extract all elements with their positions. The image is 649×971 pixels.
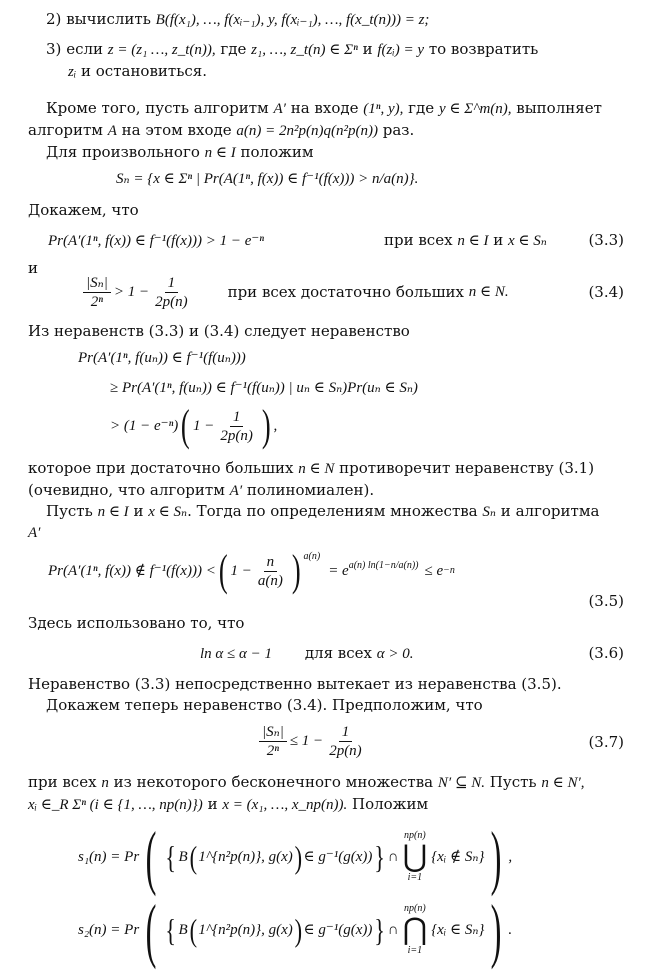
paragraph-line [28, 481, 374, 500]
lower-limit: i=1 [407, 872, 423, 883]
equation-s1 [78, 817, 513, 897]
paragraph-line [28, 459, 594, 478]
text: . Тогда по определениям множества [187, 502, 478, 520]
formula: n ∈ N′, [541, 775, 585, 791]
denominator: a(n) [257, 572, 283, 589]
paragraph-line [46, 502, 599, 521]
text: то возвратить [428, 40, 539, 58]
list-item-2 [46, 10, 429, 29]
formula: z₁, …, z_t(n) ∈ Σⁿ [251, 42, 358, 58]
paragraph-line [28, 121, 414, 140]
right-paren: ) [491, 890, 502, 970]
right-paren: ) [294, 839, 302, 875]
text: выполняет [516, 99, 602, 117]
paragraph-line [28, 773, 585, 792]
formula: n ∈ N. [468, 284, 509, 300]
text: алгоритм [28, 121, 103, 139]
formula: ∈ g⁻¹(g(x)) [303, 849, 373, 865]
left-paren: ( [189, 912, 197, 948]
right-brace: } [374, 912, 386, 948]
text: на входе [290, 99, 359, 117]
exponent: a(n) [303, 551, 321, 562]
intersection-icon: ⋂ [402, 913, 428, 946]
text: Кроме того, пусть алгоритм [46, 99, 269, 117]
formula: z = (z₁ …, z_t(n)), [107, 42, 216, 58]
text: положим [240, 143, 314, 161]
text: и [133, 502, 144, 520]
intersection-symbol: ∩ [387, 849, 399, 865]
paragraph-line [46, 143, 314, 162]
text: и алгоритма [500, 502, 600, 520]
text: из некоторого бесконечного множества [113, 773, 434, 791]
text: Для произвольного [46, 143, 200, 161]
condition [384, 231, 547, 250]
equation-3-4 [80, 268, 624, 316]
formula: B [178, 922, 188, 938]
paragraph-line: A′ [28, 525, 41, 541]
left-paren: ( [189, 839, 197, 875]
text: при всех достаточно больших [227, 283, 465, 301]
denominator: 2p(n) [155, 293, 188, 310]
formula: ≤ e [424, 563, 444, 579]
punctuation: , [508, 849, 513, 865]
formula: Pr(A′(1ⁿ, f(x)) ∈ f⁻¹(f(x))) > 1 − e⁻ⁿ [48, 233, 264, 249]
formula: n [101, 775, 109, 791]
formula: ln α ≤ α − 1 [200, 646, 273, 662]
formula: (1ⁿ, y), [363, 101, 404, 117]
list-marker: 3) [46, 40, 62, 58]
list-item-3 [46, 40, 538, 59]
text: Положим [352, 795, 429, 813]
formula: 1 − [230, 563, 252, 579]
equation-sn-definition: Sₙ = {x ∈ Σⁿ | Pr(A(1ⁿ, f(x)) ∈ f⁻¹(f(x))) > n/a(n)}. [116, 171, 419, 187]
text: где [220, 40, 247, 58]
formula: α > 0. [376, 646, 414, 662]
numerator: 1 [230, 408, 244, 427]
upper-limit: np(n) [404, 830, 426, 841]
left-paren: ( [218, 546, 228, 595]
text: при всех [384, 231, 453, 249]
paragraph-line: Неравенство (3.3) непосредственно вытекает из неравенства (3.5). [28, 675, 562, 693]
formula: n ∈ I [457, 233, 489, 249]
denominator: 2p(n) [220, 427, 253, 444]
big-union-operator [403, 830, 428, 884]
equation-s2 [78, 890, 513, 970]
text: при всех [28, 773, 97, 791]
formula: B [178, 849, 188, 865]
formula: s₂(n) = Pr [78, 922, 140, 938]
equation-3-6 [200, 644, 414, 663]
formula: > (1 − e⁻ⁿ) [110, 418, 179, 434]
big-intersection-operator [403, 903, 428, 957]
equation-number: (3.4) [588, 283, 624, 301]
text: Пусть [489, 773, 537, 791]
fraction [217, 408, 256, 445]
equation-3-5 [48, 545, 455, 597]
formula: s₁(n) = Pr [78, 849, 140, 865]
right-paren: ) [491, 817, 502, 897]
equation-3-7 [256, 717, 368, 765]
formula: {xᵢ ∉ Sₙ} [431, 849, 485, 865]
formula: a(n) = 2n²p(n)q(n²p(n)) [236, 123, 378, 139]
formula: A′ [229, 483, 243, 499]
text: для всех [304, 644, 372, 662]
upper-limit: np(n) [404, 903, 426, 914]
equation-number: (3.3) [588, 231, 624, 249]
formula: N′ ⊆ N. [437, 775, 486, 791]
right-paren: ) [291, 546, 301, 595]
left-paren: ( [145, 890, 157, 970]
formula: x ∈ Sₙ [508, 233, 547, 249]
formula: xᵢ ∈_R Σⁿ (i ∈ {1, …, np(n)}) [28, 797, 203, 813]
formula: n ∈ I [97, 504, 129, 520]
intersection-symbol: ∩ [387, 922, 399, 938]
denominator: 2p(n) [329, 742, 362, 759]
formula: n ∈ I [204, 145, 236, 161]
formula: x = (x₁, …, x_np(n)). [222, 797, 348, 813]
fraction [259, 723, 287, 760]
formula: {xᵢ ∈ Sₙ} [431, 922, 485, 938]
numerator: 1 [339, 723, 353, 742]
right-brace: } [374, 839, 386, 875]
formula: zᵢ [68, 64, 77, 80]
list-marker: 2) [46, 10, 62, 28]
left-paren: ( [145, 817, 157, 897]
numerator: |Sₙ| [83, 274, 111, 293]
paragraph-line: Из неравенств (3.3) и (3.4) следует неравенство [28, 322, 410, 340]
formula: Pr(A′(1ⁿ, f(x)) ∉ f⁻¹(f(x))) < [48, 563, 216, 579]
formula: Sₙ [482, 504, 497, 520]
paragraph-line [46, 99, 602, 118]
formula: A′ [273, 101, 286, 117]
text: которое при достаточно больших [28, 459, 294, 477]
conjunction: и [28, 259, 38, 277]
text: где [408, 99, 435, 117]
formula: n ∈ N [298, 461, 335, 477]
equation-3-3 [48, 231, 624, 250]
numerator: 1 [165, 274, 179, 293]
formula: B(f(x₁), …, f(xᵢ₋₁), y, f(xᵢ₋₁), …, f(x_t(n))) = z; [155, 12, 430, 28]
relation: ≤ 1 − [289, 733, 324, 749]
right-paren: ) [261, 401, 271, 450]
chain-line-2: ≥ Pr(A′(1ⁿ, f(uₙ)) ∈ f⁻¹(f(uₙ)) | uₙ ∈ Sₙ)Pr(uₙ ∈ Sₙ) [110, 380, 418, 396]
denominator: 2ⁿ [90, 293, 104, 310]
relation: > 1 − [113, 284, 150, 300]
paragraph-line: Здесь использовано то, что [28, 614, 245, 632]
list-item-3-continuation [68, 62, 207, 81]
lower-limit: i=1 [407, 945, 423, 956]
equation-number: (3.6) [588, 644, 624, 662]
text: раз. [382, 121, 415, 139]
equation-number: (3.5) [588, 592, 624, 610]
exponent: −n [443, 565, 455, 576]
punctuation: , [273, 418, 278, 434]
text: и [207, 795, 218, 813]
denominator: 2ⁿ [266, 742, 280, 759]
union-icon: ⋃ [402, 840, 428, 873]
text: вычислить [66, 10, 151, 28]
text: Пусть [46, 502, 93, 520]
punctuation: . [508, 922, 513, 938]
left-paren: ( [181, 401, 191, 450]
numerator: |Sₙ| [259, 723, 287, 742]
formula: ∈ g⁻¹(g(x)) [303, 922, 373, 938]
formula: 1 − [192, 418, 215, 434]
left-brace: { [165, 839, 177, 875]
text: и [362, 40, 373, 58]
formula: x ∈ Sₙ [148, 504, 188, 520]
formula: 1^{n²p(n)}, g(x) [198, 849, 293, 865]
chain-line-3 [110, 402, 277, 450]
text: и остановиться. [81, 62, 208, 80]
numerator: n [264, 553, 278, 572]
paragraph-line: Докажем, что [28, 201, 139, 219]
fraction [83, 274, 111, 311]
formula: 1^{n²p(n)}, g(x) [198, 922, 293, 938]
formula: f(zᵢ) = y [377, 42, 425, 58]
left-brace: { [165, 912, 177, 948]
text: на этом входе [121, 121, 232, 139]
fraction [326, 723, 365, 760]
formula: y ∈ Σ^m(n), [438, 101, 512, 117]
chain-line-1: Pr(A′(1ⁿ, f(uₙ)) ∈ f⁻¹(f(uₙ))) [78, 350, 246, 366]
equation-number: (3.7) [588, 733, 624, 751]
text: если [66, 40, 103, 58]
right-paren: ) [294, 912, 302, 948]
fraction [255, 553, 286, 590]
text: (очевидно, что алгоритм [28, 481, 225, 499]
formula: A [107, 123, 117, 139]
fraction [152, 274, 191, 311]
paragraph-line: Докажем теперь неравенство (3.4). Предположим, что [46, 696, 483, 714]
paragraph-line [28, 795, 428, 814]
exponent: a(n) ln(1−n/a(n)) [348, 560, 419, 571]
text: противоречит неравенству (3.1) [339, 459, 595, 477]
formula: = e [328, 563, 349, 579]
text: полиномиален). [246, 481, 375, 499]
text: и [493, 231, 504, 249]
